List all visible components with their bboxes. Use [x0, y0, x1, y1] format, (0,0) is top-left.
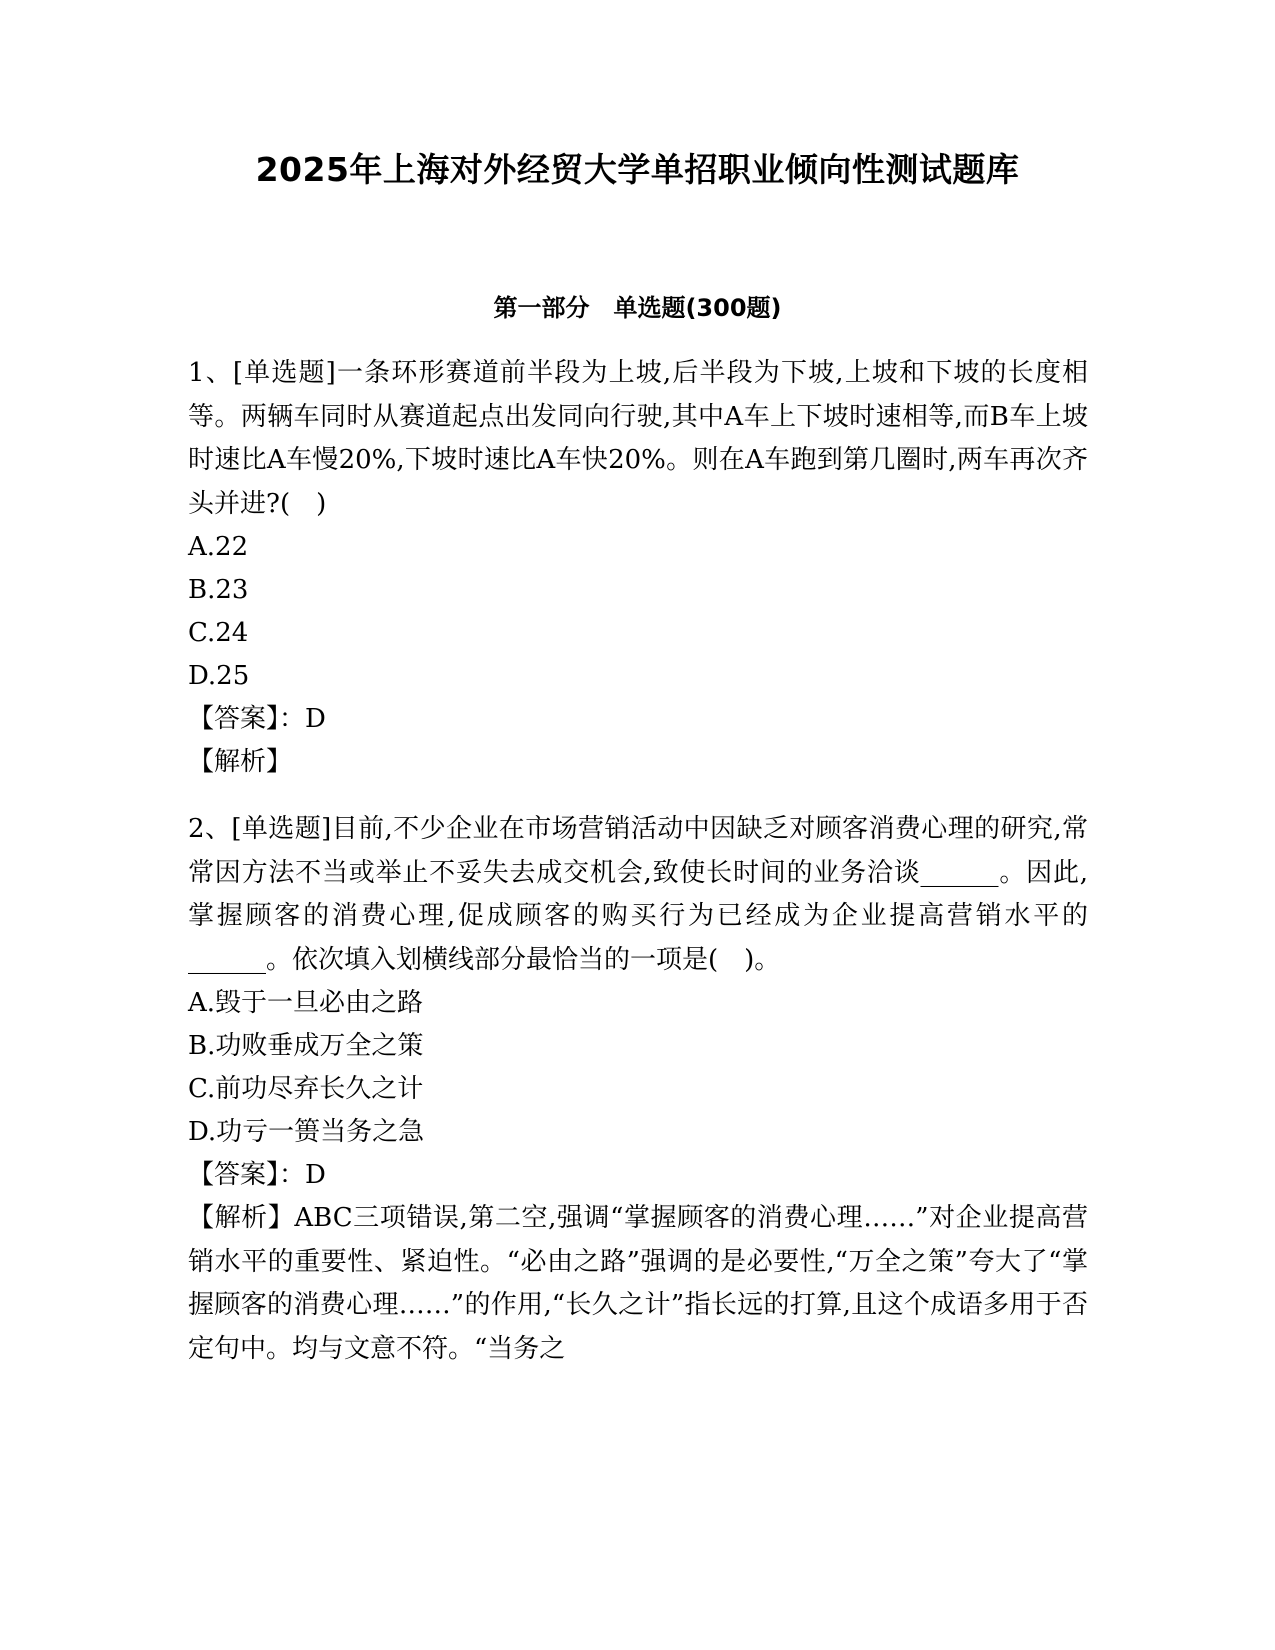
question-block-2	[188, 808, 1088, 1371]
question-1-option-b: B.23	[188, 575, 249, 605]
question-1-analysis: 【解析】	[188, 747, 293, 777]
question-2-option-d: D.功亏一篑当务之急	[188, 1117, 425, 1147]
document-title: 2025年上海对外经贸大学单招职业倾向性测试题库	[255, 150, 1020, 189]
question-1-option-d: D.25	[188, 661, 250, 691]
question-2-option-b: B.功败垂成万全之策	[188, 1031, 424, 1061]
question-2-option-c: C.前功尽弃长久之计	[188, 1074, 424, 1104]
question-2-analysis: 【解析】ABC三项错误,第二空,强调“掌握顾客的消费心理……”对企业提高营销水平的重要性、紧迫性。“必由之路”强调的是必要性,“万全之策”夸大了“掌握顾客的消费心理……”的作用,“长久之计”指长远的打算,且这个成语多用于否定句中。均与文意不符。“当务之	[188, 1203, 1088, 1364]
question-1-stem: 1、[单选题]一条环形赛道前半段为上坡,后半段为下坡,上坡和下坡的长度相等。两辆车同时从赛道起点出发同向行驶,其中A车上下坡时速相等,而B车上坡时速比A车慢20%,下坡时速比A车快20%。则在A车跑到第几圈时,两车再次齐头并进?( )	[188, 358, 1088, 519]
question-1-answer: 【答案】：D	[188, 704, 326, 734]
question-2-option-a: A.毁于一旦必由之路	[188, 988, 424, 1018]
question-block-1	[188, 352, 1088, 784]
section-heading: 第一部分 单选题(300题)	[493, 294, 782, 322]
question-1-option-c: C.24	[188, 618, 249, 648]
question-2-stem: 2、[单选题]目前,不少企业在市场营销活动中因缺乏对顾客消费心理的研究,常常因方法不当或举止不妥失去成交机会,致使长时间的业务洽谈______。因此,掌握顾客的消费心理,促成顾客的购买行为已经成为企业提高营销水平的______。依次填入划横线部分最恰当的一项是( )。	[188, 814, 1088, 975]
question-2-answer: 【答案】：D	[188, 1160, 326, 1190]
question-1-option-a: A.22	[188, 532, 249, 562]
